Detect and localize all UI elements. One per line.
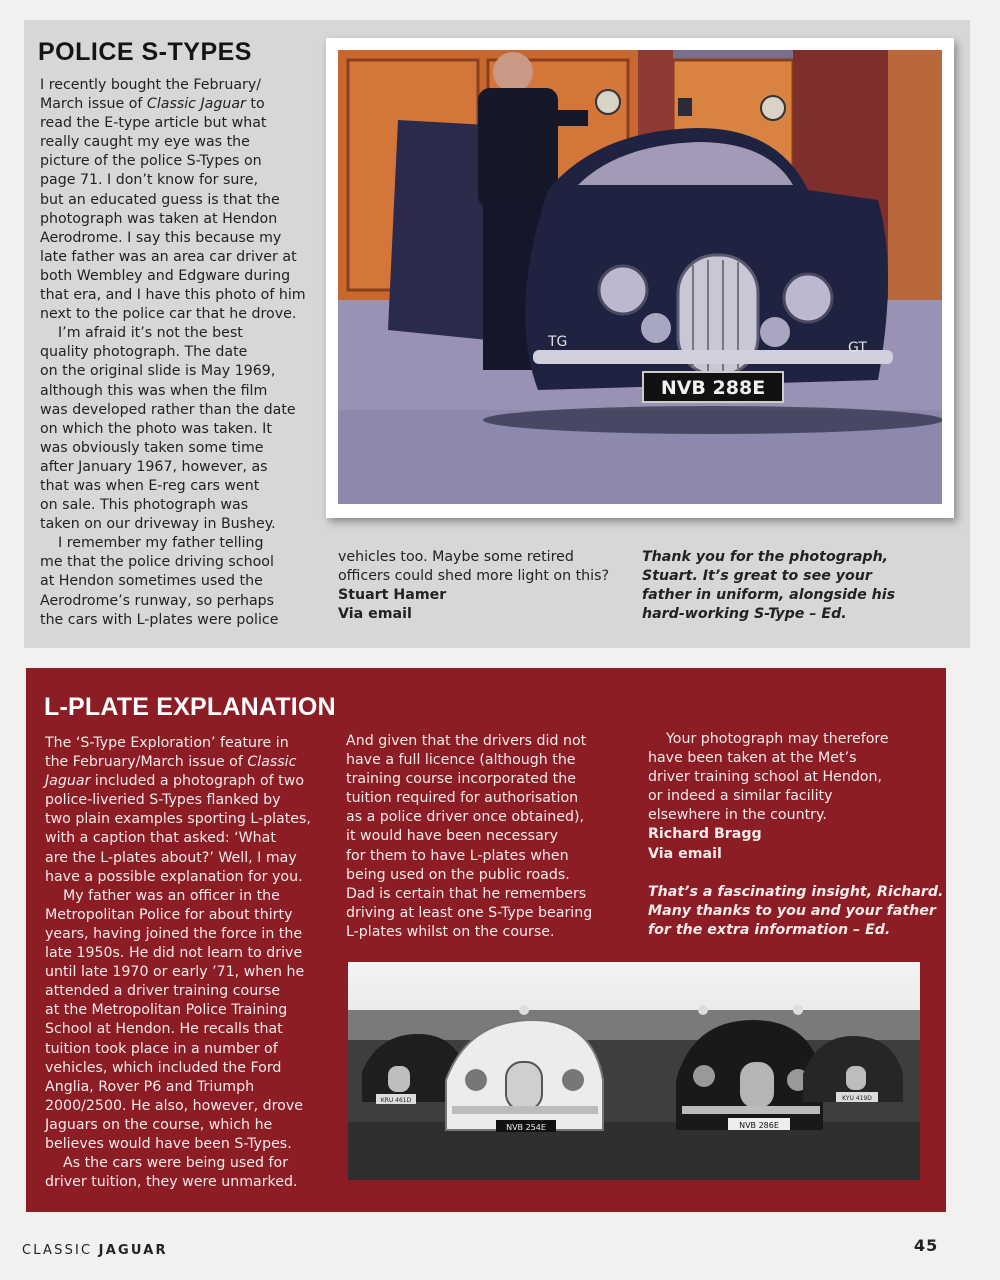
letter-text-line: [40, 76, 308, 95]
letter-text-line: officers could shed more light on this?: [338, 568, 610, 585]
editor-note-line: That’s a fascinating insight, Richard.: [648, 883, 944, 900]
letter-text-line: being used on the public roads.: [346, 866, 570, 883]
editor-note-line: Stuart. It’s great to see your: [642, 568, 872, 585]
letter-body-column-1: [40, 76, 308, 630]
letter-text-line: as a police driver once obtained),: [346, 809, 585, 826]
text-run: police-liveried S-Types flanked by: [45, 792, 281, 809]
text-run: I remember my father telling: [58, 535, 264, 552]
letter-text-line: [45, 1020, 325, 1039]
italic-title: Classic Jaguar: [146, 96, 246, 113]
editor-note-line: Many thanks to you and your father: [648, 902, 936, 919]
letter-text-line: [45, 963, 325, 982]
letter-text-line: [40, 382, 308, 401]
text-run: was obviously taken some time: [40, 439, 264, 456]
text-run: at the Metropolitan Police Training: [45, 1002, 288, 1019]
letter-text-line: [40, 114, 308, 133]
editor-note: [642, 548, 922, 624]
text-run: on sale. This photograph was: [40, 497, 249, 514]
letter-text-line: [45, 1135, 325, 1154]
text-run: I recently bought the February/: [40, 77, 262, 93]
police-car-photo-illustration: [338, 50, 942, 504]
text-run: have a possible explanation for you.: [45, 868, 303, 885]
editor-note-line: Thank you for the photograph,: [642, 549, 889, 565]
text-run: to: [245, 96, 265, 113]
text-run: quality photograph. The date: [40, 344, 248, 361]
text-run: but an educated guess is that the: [40, 191, 280, 208]
text-run: School at Hendon. He recalls that: [45, 1021, 283, 1038]
letter-text-line: [40, 534, 308, 553]
letter-text-line: [40, 229, 308, 248]
number-plate: NVB 254E: [506, 1123, 546, 1132]
letter-text-line: [40, 171, 308, 190]
text-run: My father was an officer in the: [63, 887, 280, 904]
letter-text-line: [45, 810, 325, 829]
text-run: on the original slide is May 1969,: [40, 363, 276, 380]
letter-text-line: [45, 887, 325, 906]
letter-text-line: [45, 734, 325, 753]
text-run: although this was when the film: [40, 382, 268, 399]
text-run: believes would have been S-Types.: [45, 1135, 292, 1152]
letter-text-line: [40, 133, 308, 152]
letter-text-line: [45, 1097, 325, 1116]
text-run: both Wembley and Edgware during: [40, 267, 291, 284]
text-run: page 71. I don’t know for sure,: [40, 172, 259, 189]
letter-text-line: [40, 496, 308, 515]
letter-text-line: [40, 152, 308, 171]
letter-text-line: [45, 1001, 325, 1020]
letter-text-line: for them to have L-plates when: [346, 847, 569, 864]
letter-text-line: have a full licence (although the: [346, 752, 576, 769]
page-number: 45: [914, 1236, 939, 1255]
letter-text-line: [40, 572, 308, 591]
letter-text-line: [40, 362, 308, 381]
signature-name: Richard Bragg: [648, 826, 762, 843]
letter-text-line: [45, 944, 325, 963]
letter-text-line: Your photograph may therefore: [666, 731, 889, 747]
letter-text-line: [45, 1154, 325, 1173]
text-run: after January 1967, however, as: [40, 458, 268, 475]
text-run: As the cars were being used for: [63, 1155, 289, 1172]
text-run: vehicles, which included the Ford: [45, 1059, 282, 1076]
letter-text-line: [40, 515, 308, 534]
letter-text-line: [40, 477, 308, 496]
text-run: Aerodrome’s runway, so perhaps: [40, 592, 275, 609]
letter-text-line: Dad is certain that he remembers: [346, 885, 587, 902]
letter-text-line: [45, 925, 325, 944]
number-plate: KYU 419D: [842, 1095, 872, 1102]
letter-text-line: [40, 343, 308, 362]
text-run: Jaguars on the course, which he: [45, 1116, 273, 1133]
letter-text-line: [45, 982, 325, 1001]
text-run: two plain examples sporting L-plates,: [45, 811, 311, 828]
editor-note-line: for the extra information – Ed.: [648, 921, 891, 938]
letter-text-line: [45, 772, 325, 791]
text-run: that era, and I have this photo of him: [40, 287, 306, 304]
letter-text-line: And given that the drivers did not: [346, 733, 587, 749]
training-cars-photo-illustration: [348, 962, 920, 1180]
letter-text-line: [40, 191, 308, 210]
text-run: at Hendon sometimes used the: [40, 573, 263, 590]
letter-text-line: [45, 753, 325, 772]
letter-text-line: [40, 286, 308, 305]
letter-body-column-2: [346, 732, 616, 942]
training-cars-photo: [348, 962, 920, 1180]
text-run: the February/March issue of: [45, 754, 248, 771]
letter-text-line: [45, 1173, 325, 1192]
letter-body-column-1: [45, 734, 325, 1192]
letter-text-line: elsewhere in the country.: [648, 807, 827, 824]
text-run: read the E-type article but what: [40, 115, 267, 132]
text-run: photograph was taken at Hendon: [40, 210, 278, 227]
text-run: attended a driver training course: [45, 983, 281, 1000]
magazine-name: [22, 1243, 168, 1258]
text-run: that was when E-reg cars went: [40, 477, 260, 494]
badge-left: TG: [548, 334, 568, 350]
letter-text-line: vehicles too. Maybe some retired: [338, 549, 574, 565]
magazine-name-light: CLASSIC: [22, 1243, 99, 1258]
text-run: years, having joined the force in the: [45, 925, 303, 942]
letter-text-line: [40, 401, 308, 420]
letter-text-line: [40, 439, 308, 458]
letter-body-column-2: [338, 548, 626, 624]
letter-text-line: [45, 1078, 325, 1097]
letter-text-line: [40, 611, 308, 630]
signature-via: Via email: [338, 606, 412, 623]
letter-text-line: tuition required for authorisation: [346, 790, 579, 807]
editor-note-line: hard-working S-Type – Ed.: [642, 606, 847, 623]
text-run: 2000/2500. He also, however, drove: [45, 1097, 303, 1114]
letter-text-line: [40, 305, 308, 324]
magazine-name-bold: JAGUAR: [98, 1243, 168, 1258]
letter-text-line: [45, 868, 325, 887]
signature-name: Stuart Hamer: [338, 587, 447, 604]
letter-text-line: have been taken at the Met’s: [648, 750, 857, 767]
letter-text-line: training course incorporated the: [346, 771, 576, 788]
letter-title: L-PLATE EXPLANATION: [44, 693, 336, 721]
signature-via: Via email: [648, 845, 722, 862]
text-run: with a caption that asked: ‘What: [45, 830, 276, 847]
letter-text-line: [45, 829, 325, 848]
text-run: driver tuition, they were unmarked.: [45, 1174, 298, 1191]
letter-title: POLICE S-TYPES: [38, 38, 252, 66]
text-run: March issue of: [40, 96, 147, 113]
text-run: on which the photo was taken. It: [40, 420, 272, 437]
editor-note-line: father in uniform, alongside his: [642, 587, 896, 604]
letter-text-line: [40, 458, 308, 477]
letter-text-line: [40, 95, 308, 114]
letter-text-line: [40, 553, 308, 572]
letter-text-line: or indeed a similar facility: [648, 788, 833, 805]
letter-text-line: [40, 248, 308, 267]
police-car-photo: [338, 50, 942, 504]
letter-text-line: [45, 1116, 325, 1135]
number-plate: NVB 288E: [660, 377, 766, 399]
text-run: late father was an area car driver at: [40, 248, 297, 265]
text-run: me that the police driving school: [40, 554, 274, 571]
letter-text-line: [40, 267, 308, 286]
number-plate: KRU 461D: [380, 1097, 412, 1104]
letter-text-line: it would have been necessary: [346, 828, 558, 845]
text-run: until late 1970 or early ’71, when he: [45, 964, 305, 981]
letter-text-line: [45, 791, 325, 810]
text-run: really caught my eye was the: [40, 134, 250, 151]
letter-text-line: [40, 324, 308, 343]
letter-text-line: [40, 420, 308, 439]
letter-text-line: [40, 592, 308, 611]
text-run: next to the police car that he drove.: [40, 306, 297, 323]
letter-text-line: driving at least one S-Type bearing: [346, 904, 593, 921]
letter-text-line: [45, 849, 325, 868]
text-run: taken on our driveway in Bushey.: [40, 516, 276, 533]
number-plate: NVB 286E: [739, 1121, 779, 1130]
text-run: was developed rather than the date: [40, 401, 296, 418]
text-run: are the L-plates about?’ Well, I may: [45, 849, 297, 866]
text-run: Aerodrome. I say this because my: [40, 229, 282, 246]
italic-title: Classic: [247, 754, 297, 771]
text-run: The ‘S-Type Exploration’ feature in: [45, 735, 289, 751]
letter-text-line: L-plates whilst on the course.: [346, 923, 555, 940]
letter-text-line: [45, 1040, 325, 1059]
text-run: tuition took place in a number of: [45, 1040, 278, 1057]
text-run: included a photograph of two: [90, 773, 305, 790]
letter-text-line: [45, 906, 325, 925]
letter-text-line: [45, 1059, 325, 1078]
text-run: Metropolitan Police for about thirty: [45, 906, 293, 923]
text-run: Anglia, Rover P6 and Triumph: [45, 1078, 255, 1095]
badge-right: GT: [848, 340, 867, 356]
text-run: I’m afraid it’s not the best: [58, 325, 243, 342]
italic-title: Jaguar: [45, 773, 91, 790]
letter-text-line: [40, 210, 308, 229]
text-run: late 1950s. He did not learn to drive: [45, 945, 303, 962]
letter-text-line: driver training school at Hendon,: [648, 769, 883, 786]
letter-body-column-3: [648, 730, 944, 940]
text-run: picture of the police S-Types on: [40, 153, 262, 170]
text-run: the cars with L-plates were police: [40, 611, 279, 628]
